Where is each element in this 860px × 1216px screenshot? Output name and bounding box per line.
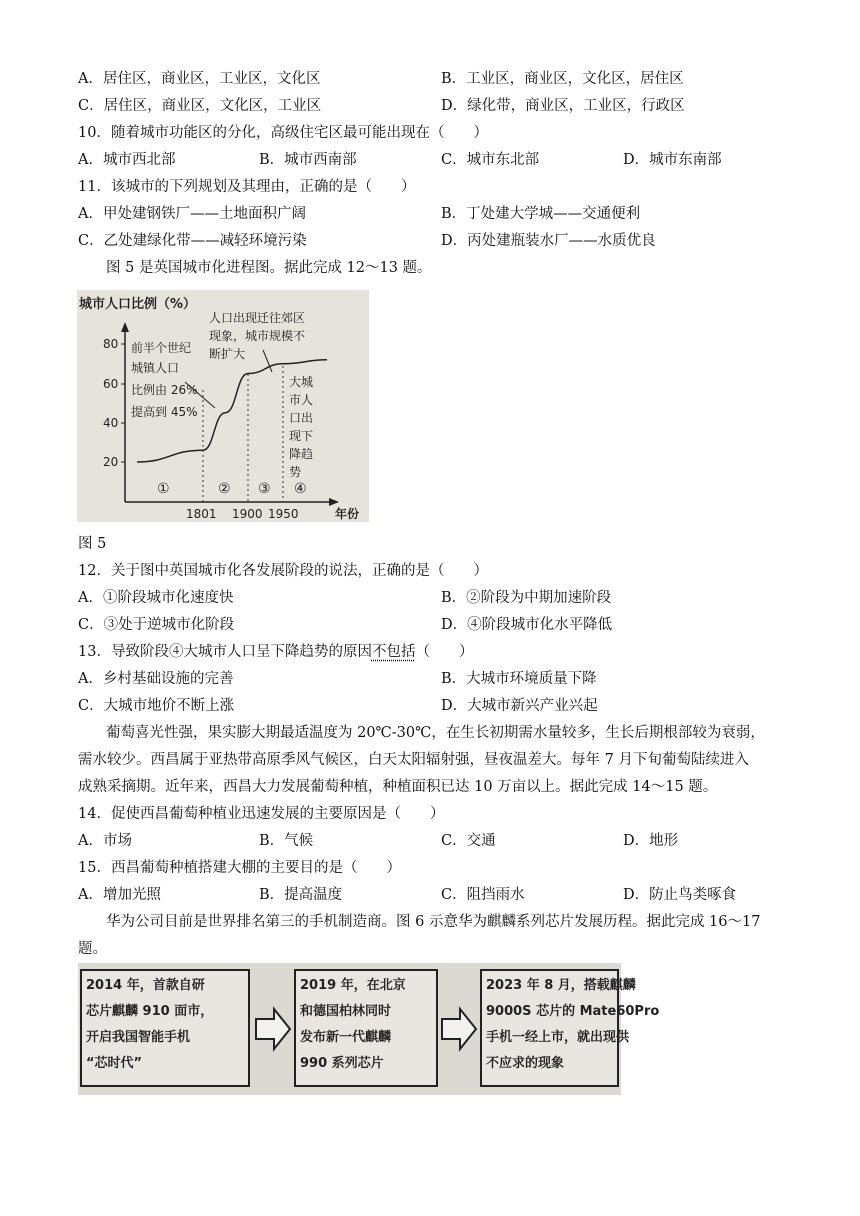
box-2023-line-3: 手机一经上市，就出现供 (486, 1030, 630, 1045)
q9-option-b: B．工业区，商业区，文化区，居住区 (441, 71, 684, 87)
q10-option-c: C．城市东北部 (441, 152, 540, 168)
annotation-top-line-1: 人口出现迁往郊区 (209, 311, 306, 325)
q14-option-c: C．交通 (441, 833, 496, 849)
q11-option-a: A．甲处建钢铁厂——土地面积广阔 (78, 206, 306, 222)
timeline-box-2014 (80, 969, 250, 1087)
q10-option-b: B．城市西南部 (259, 152, 357, 168)
q13-option-a: A．乡村基础设施的完善 (78, 671, 234, 687)
box-2014-line-2: 芯片麒麟 910 面市， (86, 1004, 214, 1019)
q9-option-c: C．居住区，商业区，文化区，工业区 (78, 98, 322, 114)
annotation-right-line-3: 口出 (289, 411, 314, 425)
q11-stem: 11．该城市的下列规划及其理由，正确的是（ ） (78, 179, 416, 195)
q15-option-c: C．阻挡雨水 (441, 887, 525, 903)
box-2019-line-3: 发布新一代麒麟 (300, 1030, 392, 1045)
box-2014-line-4: “芯时代” (86, 1056, 143, 1071)
box-2023-line-2: 9000S 芯片的 Mate60Pro (486, 1004, 660, 1019)
intro-16-17-line-1: 华为公司目前是世界排名第三的手机制造商。图 6 示意华为麒麟系列芯片发展历程。据此完成 16～17 (106, 914, 761, 930)
q10-option-a: A．城市西北部 (78, 152, 176, 168)
arrow-right-icon (401, 1007, 439, 1051)
stage-4-label: ④ (294, 481, 307, 497)
ytick-80: 80 (103, 337, 119, 351)
q12-option-a: A．①阶段城市化速度快 (78, 590, 234, 606)
q11-option-c: C．乙处建绿化带——减轻环境污染 (78, 233, 307, 249)
ytick-60: 60 (103, 377, 119, 391)
figure5-ylabel: 城市人口比例（%） (79, 297, 197, 312)
box-2014-line-1: 2014 年，首款自研 (86, 978, 205, 993)
q10-option-d: D．城市东南部 (623, 152, 722, 168)
q14-option-d: D．地形 (623, 833, 679, 849)
q15-option-a: A．增加光照 (78, 887, 161, 903)
xtick-1950: 1950 (268, 507, 299, 521)
annotation-left (131, 340, 198, 419)
q13-stem-post: （ ） (415, 644, 474, 660)
q9-option-a: A．居住区，商业区，工业区，文化区 (78, 71, 321, 87)
q14-stem: 14．促使西昌葡萄种植业迅速发展的主要原因是（ ） (78, 806, 445, 822)
stage-2-label: ② (218, 481, 231, 497)
box-2019-line-2: 和德国柏林同时 (300, 1004, 392, 1019)
annotation-right-line-1: 大城 (289, 375, 314, 389)
annotation-right-line-4: 现下 (289, 429, 314, 443)
q13-stem-emphasis: 不包括 (371, 644, 416, 660)
q9-option-d: D．绿化带，商业区，工业区，行政区 (441, 98, 685, 114)
xtick-1900: 1900 (232, 507, 263, 521)
annotation-left-line-4: 提高到 45% (131, 405, 198, 419)
annotation-top (209, 310, 305, 361)
q13-stem (78, 642, 473, 662)
annotation-right-line-6: 势 (289, 465, 302, 479)
box-2023-line-4: 不应求的现象 (486, 1056, 565, 1071)
q12-option-b: B．②阶段为中期加速阶段 (441, 590, 612, 606)
q12-option-c: C．③处于逆城市化阶段 (78, 617, 235, 633)
figure-6-kirin-chip-timeline (78, 963, 660, 1095)
q13-option-b: B．大城市环境质量下降 (441, 671, 597, 687)
q12-stem: 12．关于图中英国城市化各发展阶段的说法，正确的是（ ） (78, 563, 488, 579)
q11-option-d: D．丙处建瓶装水厂——水质优良 (441, 233, 656, 249)
annotation-right-line-5: 降趋 (289, 447, 314, 461)
stage-3-label: ③ (258, 481, 271, 497)
arrow-right-icon (254, 1007, 292, 1051)
box-2019-line-4: 990 系列芯片 (300, 1056, 384, 1071)
xtick-1801: 1801 (186, 507, 217, 521)
arrow-right-icon-2 (440, 1007, 478, 1051)
intro-12-13: 图 5 是英国城市化进程图。据此完成 12～13 题。 (106, 260, 432, 276)
q13-stem-pre: 13．导致阶段④大城市人口呈下降趋势的原因 (78, 644, 372, 660)
q15-stem: 15．西昌葡萄种植搭建大棚的主要目的是（ ） (78, 860, 401, 876)
figure-5-caption: 图 5 (78, 536, 107, 552)
q12-option-d: D．④阶段城市化水平降低 (441, 617, 613, 633)
q15-option-b: B．提高温度 (259, 887, 343, 903)
figure-5-urbanization-chart (77, 290, 369, 522)
box-2014-line-3: 开启我国智能手机 (86, 1030, 191, 1045)
box-2019-line-1: 2019 年，在北京 (300, 978, 406, 993)
annotation-left-line-1: 前半个世纪 (131, 341, 192, 355)
ytick-20: 20 (103, 455, 119, 469)
figure5-xlabel: 年份 (335, 507, 360, 521)
stage-1-label: ① (157, 481, 170, 497)
q13-option-d: D．大城市新兴产业兴起 (441, 698, 598, 714)
q14-option-a: A．市场 (78, 833, 132, 849)
q13-option-c: C．大城市地价不断上涨 (78, 698, 235, 714)
annotation-top-line-2: 现象，城市规模不 (209, 329, 306, 343)
q15-option-d: D．防止鸟类啄食 (623, 887, 737, 903)
ytick-40: 40 (103, 416, 119, 430)
q11-option-b: B．丁处建大学城——交通便利 (441, 206, 641, 222)
box-2023-line-1: 2023 年 8 月，搭载麒麟 (486, 978, 636, 993)
intro-16-17-line-2: 题。 (78, 941, 107, 957)
annotation-left-line-3: 比例由 26% (131, 383, 198, 397)
q10-stem: 10．随着城市功能区的分化，高级住宅区最可能出现在（ ） (78, 125, 488, 141)
intro-14-15-line-2: 需水较少。西昌属于亚热带高原季风气候区，白天太阳辐射强，昼夜温差大。每年 7 月下旬葡萄陆续进入 (78, 752, 749, 768)
q14-option-b: B．气候 (259, 833, 314, 849)
intro-14-15-line-1: 葡萄喜光性强，果实膨大期最适温度为 20℃-30℃，在生长初期需水量较多，生长后期根部较为衰弱， (106, 725, 765, 741)
annotation-left-line-2: 城镇人口 (131, 361, 180, 375)
intro-14-15-line-3: 成熟采摘期。近年来，西昌大力发展葡萄种植，种植面积已达 10 万亩以上。据此完成 14～15 题。 (78, 779, 718, 795)
annotation-top-line-3: 断扩大 (209, 347, 246, 361)
annotation-right (289, 374, 313, 479)
timeline-box-2023 (480, 969, 660, 1087)
annotation-right-line-2: 市人 (289, 393, 314, 407)
